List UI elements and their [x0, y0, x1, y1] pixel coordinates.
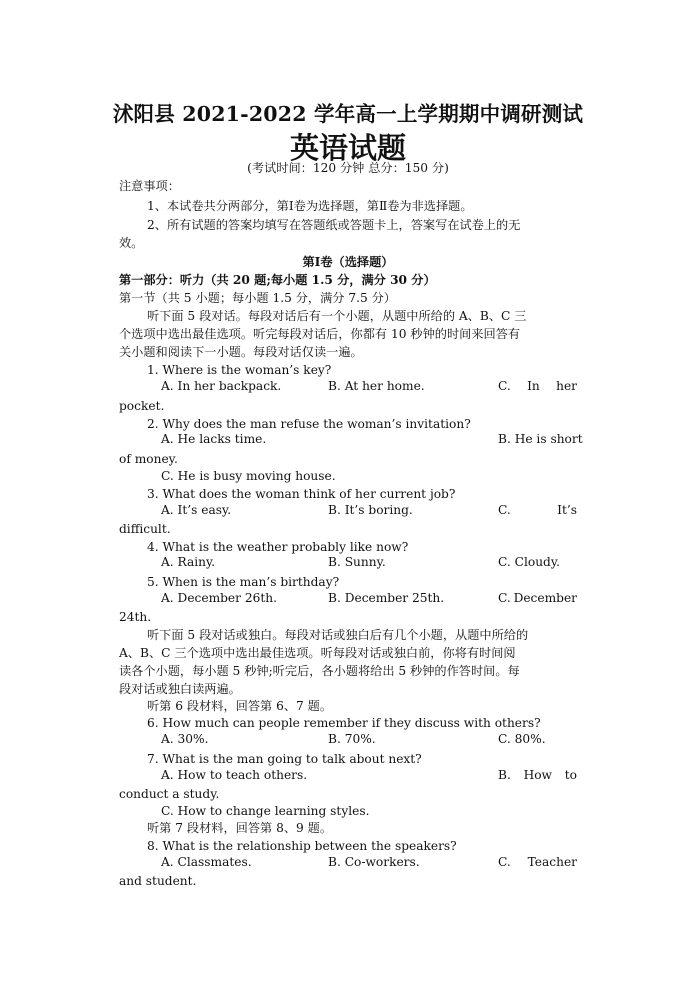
instruction-2-line-3: 读各个小题，每小题 5 秒钟;听完后，各小题将给出 5 秒钟的作答时间。每: [119, 664, 520, 678]
question-2-option-a: A. He lacks time.: [161, 432, 267, 446]
option-c-word: In: [527, 379, 540, 393]
question-8-option-c-wrap: and student.: [119, 874, 197, 888]
question-1-option-a: A. In her backpack.: [161, 379, 282, 393]
material-6-heading: 听第 6 段材料，回答第 6、7 题。: [147, 699, 333, 713]
question-7-option-a: A. How to teach others.: [161, 768, 308, 782]
question-5-option-b: B. December 25th.: [328, 591, 445, 605]
question-8-stem: 8. What is the relationship between the speakers?: [147, 839, 457, 853]
part1-title: 第一部分：听力（共 20 题;每小题 1.5 分，满分 30 分）: [119, 273, 436, 287]
question-3-option-a: A. It’s easy.: [161, 503, 232, 517]
option-c-word: her: [556, 379, 577, 393]
material-7-heading: 听第 7 段材料，回答第 8、9 题。: [147, 821, 333, 835]
note-item-2-line-1: 2、所有试题的答案均填写在答题纸或答题卡上，答案写在试卷上的无: [147, 218, 521, 232]
question-3-option-c: [498, 503, 577, 517]
instruction-1-line-1: 听下面 5 段对话。每段对话后有一个小题，从题中所给的 A、B、C 三: [147, 309, 527, 323]
section1-title: 第一节（共 5 小题；每小题 1.5 分，满分 7.5 分）: [119, 291, 396, 305]
question-3-stem: 3. What does the woman think of her current job?: [147, 487, 456, 501]
option-c-letter: C.: [498, 591, 511, 605]
option-c-word: Teacher: [527, 855, 577, 869]
question-3-option-c-wrap: difficult.: [119, 522, 171, 536]
instruction-1-line-3: 关小题和阅读下一小题。每段对话仅读一遍。: [119, 345, 363, 359]
question-8-option-c: [498, 855, 577, 869]
option-b-letter: B.: [498, 768, 511, 782]
question-7-option-c: C. How to change learning styles.: [161, 804, 370, 818]
note-item-2-line-2: 效。: [119, 236, 144, 250]
question-1-option-b: B. At her home.: [328, 379, 425, 393]
question-5-option-c-wrap: 24th.: [119, 610, 152, 624]
question-3-option-b: B. It’s boring.: [328, 503, 413, 517]
notes-heading: 注意事项：: [119, 179, 180, 193]
question-2-option-b-wrap: of money.: [119, 452, 178, 466]
question-2-stem: 2. Why does the man refuse the woman’s invitation?: [147, 417, 471, 431]
option-c-letter: C.: [498, 379, 511, 393]
question-5-option-a: A. December 26th.: [161, 591, 277, 605]
instruction-2-line-2: A、B、C 三个选项中选出最佳选项。听每段对话或独白前，你将有时间阅: [119, 646, 516, 660]
question-5-stem: 5. When is the man’s birthday?: [147, 575, 340, 589]
question-6-option-c: C. 80%.: [498, 732, 546, 746]
exam-info: (考试时间：120 分钟 总分：150 分): [247, 161, 449, 175]
option-b-word: How: [523, 768, 552, 782]
question-1-option-c: [498, 379, 577, 393]
option-c-word: It’s: [557, 503, 577, 517]
question-4-option-c: C. Cloudy.: [498, 555, 560, 569]
question-5-option-c: [498, 591, 577, 605]
question-2-option-c: C. He is busy moving house.: [161, 469, 336, 483]
question-7-option-b-wrap: conduct a study.: [119, 787, 220, 801]
instruction-2-line-4: 段对话或独白读两遍。: [119, 682, 241, 696]
question-8-option-b: B. Co-workers.: [328, 855, 420, 869]
option-c-letter: C.: [498, 855, 511, 869]
option-c-letter: C.: [498, 503, 511, 517]
option-c-word: December: [513, 591, 577, 605]
exam-subtitle: 英语试题: [289, 131, 406, 165]
instruction-2-line-1: 听下面 5 段对话或独白。每段对话或独白后有几个小题，从题中所给的: [147, 628, 529, 642]
exam-title: 沭阳县 2021-2022 学年高一上学期期中调研测试: [112, 102, 584, 126]
question-6-option-b: B. 70%.: [328, 732, 376, 746]
question-2-option-b: B. He is short: [498, 432, 583, 446]
question-6-option-a: A. 30%.: [161, 732, 209, 746]
question-6-stem: 6. How much can people remember if they discuss with others?: [147, 716, 541, 730]
question-4-option-a: A. Rainy.: [161, 555, 216, 569]
question-1-stem: 1. Where is the woman’s key?: [147, 363, 332, 377]
question-7-stem: 7. What is the man going to talk about next?: [147, 752, 422, 766]
note-item-1: 1、本试卷共分两部分，第Ⅰ卷为选择题，第Ⅱ卷为非选择题。: [147, 199, 473, 213]
question-4-stem: 4. What is the weather probably like now?: [147, 540, 409, 554]
volume-title: 第Ⅰ卷（选择题）: [302, 255, 394, 269]
question-7-option-b: [498, 768, 577, 782]
instruction-1-line-2: 个选项中选出最佳选项。听完每段对话后，你都有 10 秒钟的时间来回答有: [119, 327, 521, 341]
question-4-option-b: B. Sunny.: [328, 555, 386, 569]
question-1-option-c-wrap: pocket.: [119, 399, 165, 413]
question-8-option-a: A. Classmates.: [161, 855, 252, 869]
option-b-word: to: [564, 768, 577, 782]
